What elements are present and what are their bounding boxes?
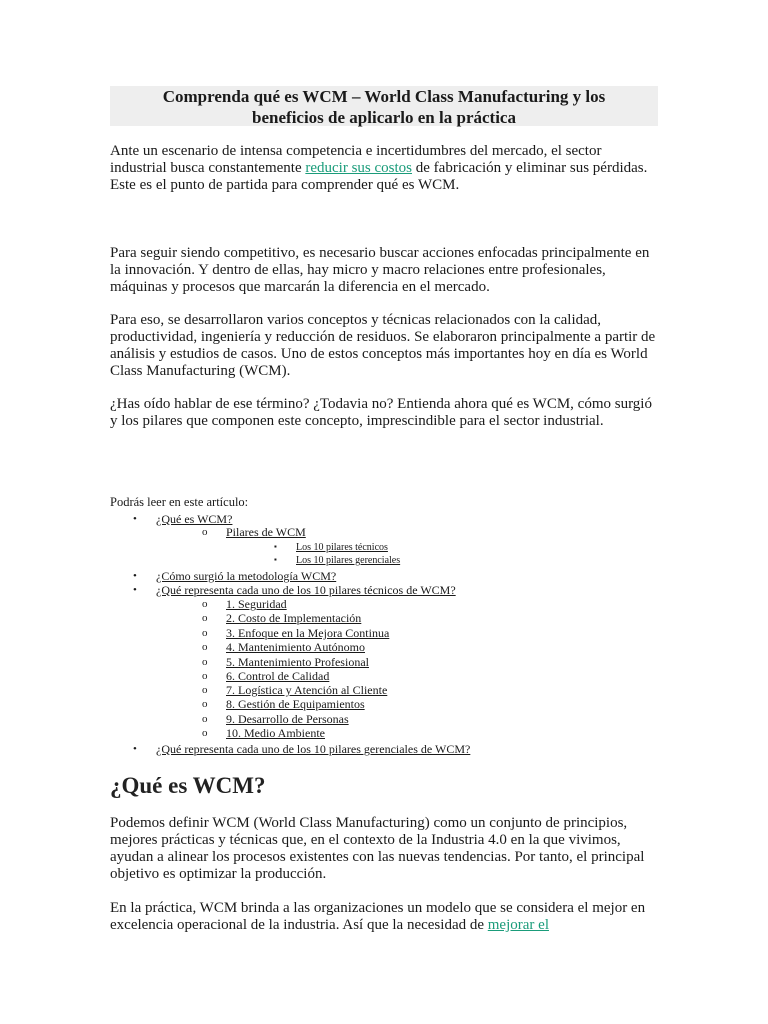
circle-bullet-icon: o: [202, 656, 208, 668]
circle-bullet-icon: o: [202, 641, 208, 653]
toc-link-mantenimiento-profesional[interactable]: 5. Mantenimiento Profesional: [226, 655, 369, 669]
paragraph-competitiveness: Para seguir siendo competitivo, es necesario buscar acciones enfocadas principalmente en la innovación. Y dentro de ellas, hay micro y macro relaciones entre profesionales, máquinas y procesos que marcarán la diferencia en el mercado.: [110, 245, 650, 295]
toc-link-mejora-continua[interactable]: 3. Enfoque en la Mejora Continua: [226, 626, 390, 640]
toc-link-pilares-gerenciales[interactable]: Los 10 pilares gerenciales: [296, 555, 401, 566]
toc-link-pilares-tecnicos[interactable]: Los 10 pilares técnicos: [296, 542, 388, 553]
paragraph-practice: [110, 900, 660, 934]
toc-link-desarrollo-personas[interactable]: 9. Desarrollo de Personas: [226, 712, 349, 726]
bullet-icon: •: [133, 513, 137, 525]
bullet-icon: •: [133, 743, 137, 755]
practice-text: En la práctica, WCM brinda a las organizaciones un modelo que se considera el mejor en excelencia operacional de la industria. Así que la necesidad de: [110, 900, 646, 933]
circle-bullet-icon: o: [202, 727, 208, 739]
circle-bullet-icon: o: [202, 598, 208, 610]
bullet-icon: •: [133, 570, 137, 582]
square-bullet-icon: ▪: [274, 542, 277, 551]
circle-bullet-icon: o: [202, 627, 208, 639]
circle-bullet-icon: o: [202, 698, 208, 710]
circle-bullet-icon: o: [202, 670, 208, 682]
section-heading: ¿Qué es WCM?: [110, 773, 266, 798]
circle-bullet-icon: o: [202, 684, 208, 696]
toc-link-logistica[interactable]: 7. Logística y Atención al Cliente: [226, 683, 388, 697]
circle-bullet-icon: o: [202, 713, 208, 725]
toc-link-mantenimiento-autonomo[interactable]: 4. Mantenimiento Autónomo: [226, 640, 365, 654]
reduce-costs-link[interactable]: reducir sus costos: [305, 160, 413, 176]
toc-link-medio-ambiente[interactable]: 10. Medio Ambiente: [226, 726, 325, 740]
paragraph-definition: Podemos definir WCM (World Class Manufacturing) como un conjunto de principios, mejores prácticas y técnicas que, en el contexto de la Industria 4.0 en la que vivimos, ayudan a alinear los procesos existentes con las nuevas tendencias. Por tanto, el principal objetivo es optimizar la producción.: [110, 815, 645, 882]
paragraph-question: ¿Has oído hablar de ese término? ¿Todavia no? Entienda ahora qué es WCM, cómo surgió y los pilares que componen este concepto, imprescindible para el sector industrial.: [110, 396, 652, 429]
circle-bullet-icon: o: [202, 612, 208, 624]
toc-link-pilares-gerenciales-detail[interactable]: ¿Qué representa cada uno de los 10 pilares gerenciales de WCM?: [156, 742, 471, 756]
bullet-icon: •: [133, 584, 137, 596]
toc-link-que-es-wcm[interactable]: ¿Qué es WCM?: [156, 512, 233, 526]
square-bullet-icon: ▪: [274, 555, 277, 564]
toc-link-pilares[interactable]: Pilares de WCM: [226, 525, 306, 539]
toc-link-equipamientos[interactable]: 8. Gestión de Equipamientos: [226, 697, 365, 711]
paragraph-concepts: Para eso, se desarrollaron varios conceptos y técnicas relacionados con la calidad, productividad, ingeniería y reducción de residuos. Se elaboraron principalmente a partir de análisis y estudios de casos. Uno de estos conceptos más importantes hoy en día es World Class Manufacturing (WCM).: [110, 312, 656, 379]
intro-text-start: Ante un escenario de intensa competencia e incertidumbres del mercado, el sector industrial busca constantemente: [110, 143, 602, 176]
improve-link[interactable]: mejorar el: [487, 917, 549, 933]
intro-text-end: de fabricación y eliminar sus pérdidas. Este es el punto de partida para comprender qué es WCM.: [110, 160, 648, 193]
toc-link-pilares-tecnicos-detail[interactable]: ¿Qué representa cada uno de los 10 pilares técnicos de WCM?: [156, 583, 456, 597]
toc-link-como-surgio[interactable]: ¿Cómo surgió la metodología WCM?: [156, 569, 337, 583]
title-line-2: beneficios de aplicarlo en la práctica: [252, 108, 516, 127]
toc-link-control-calidad[interactable]: 6. Control de Calidad: [226, 669, 330, 683]
toc-link-seguridad[interactable]: 1. Seguridad: [226, 597, 287, 611]
circle-bullet-icon: o: [202, 526, 208, 538]
article-title: [110, 86, 658, 126]
toc-link-costo[interactable]: 2. Costo de Implementación: [226, 611, 362, 625]
toc-intro: Podrás leer en este artículo:: [110, 495, 249, 509]
title-line-1: Comprenda qué es WCM – World Class Manufacturing y los: [162, 87, 606, 106]
intro-paragraph: [110, 143, 660, 194]
